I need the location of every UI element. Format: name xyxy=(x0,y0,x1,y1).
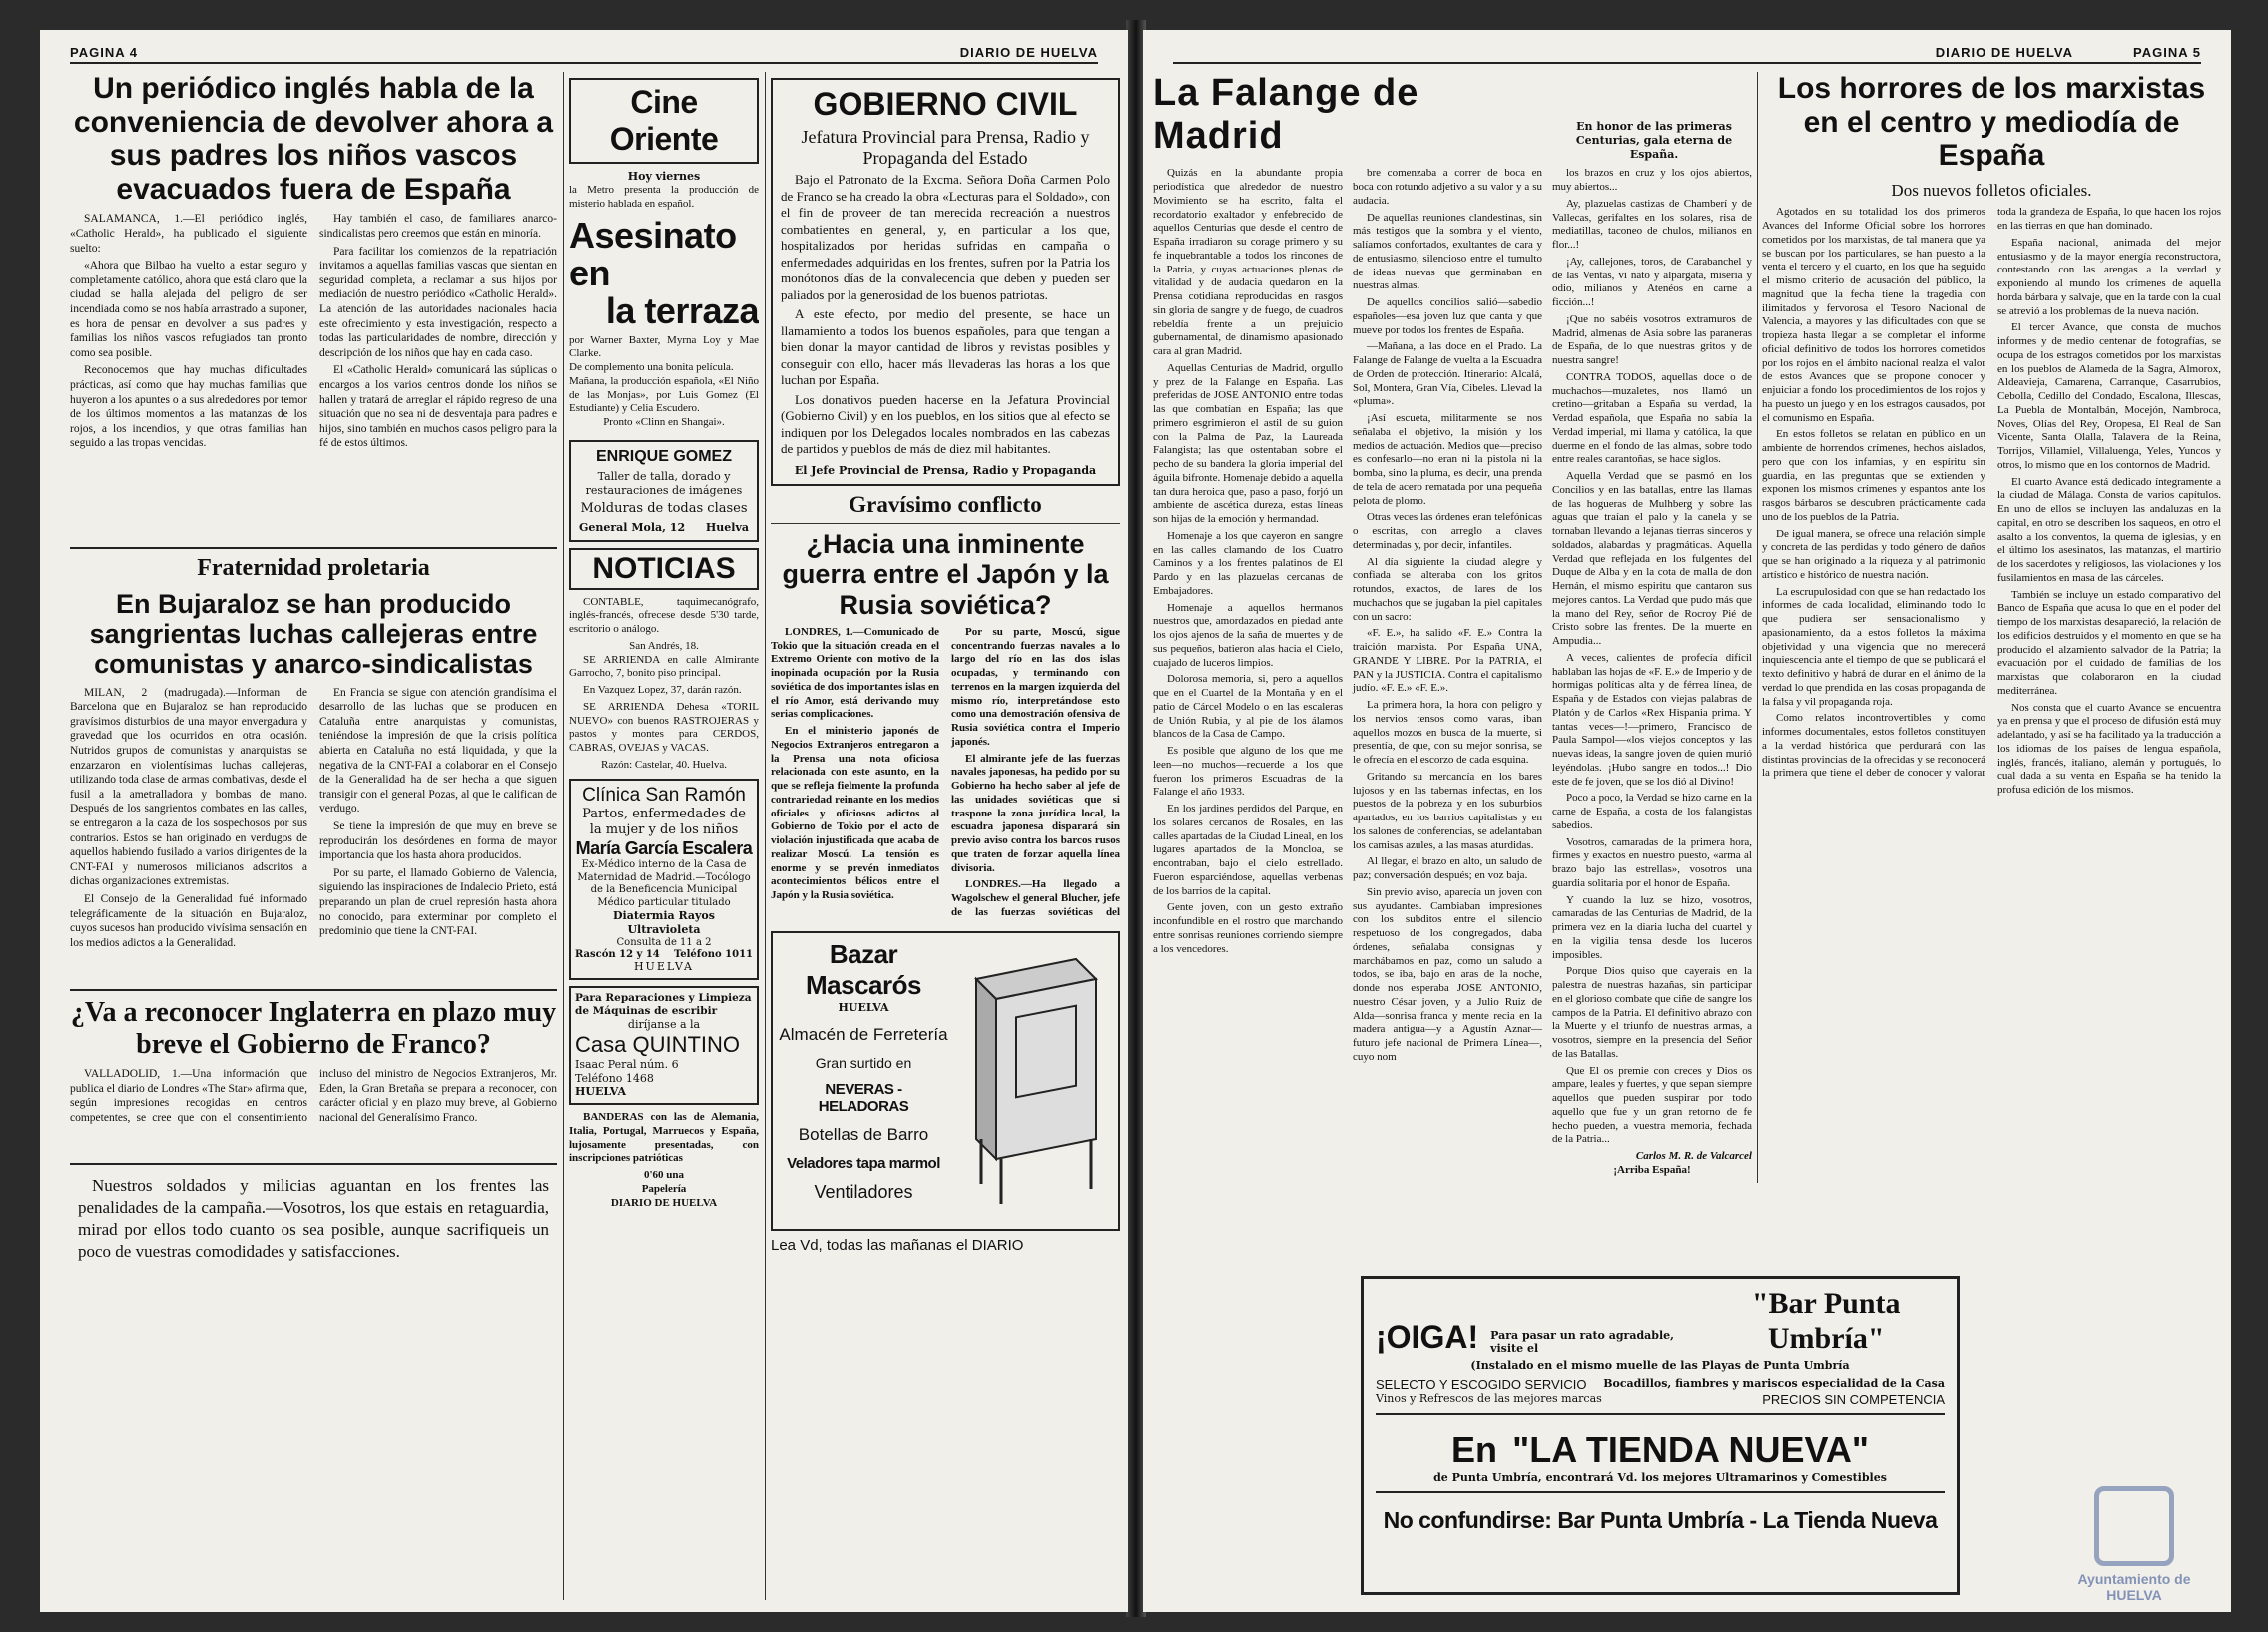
author-signature: Carlos M. R. de Valcarcel xyxy=(1635,1150,1752,1162)
newspaper-page-left xyxy=(40,30,1128,1612)
ad-clinica-san-ramon: Clínica San Ramón Partos, enfermedades de la mujer y de los niños María García Escalera Ex-Médico interno de la Casa de Maternidad de Madrid.—Tocólogo de la Beneficencia Municipal Médico particular titulado Diatermia Rayos Ultravioleta Consulta de 11 a 2 Rascón 12 y 14 Teléfono 1011 HUELVA xyxy=(569,779,759,980)
ad-enrique-gomez: ENRIQUE GOMEZ Taller de talla, dorado y restauraciones de imágenes Molduras de todas clases General Mola, 12 Huelva xyxy=(569,440,759,542)
article-body: LONDRES, 1.—Comunicado de Tokio que la situación creada en el Extremo Oriente con motivo de la inopinada ocupación por la Rusia soviética de dos importantes islas en el río Amor, está derivando muy serias complicaciones. En el ministerio japonés de Negocios Extranjeros entregaron a la Prensa una nota oficiosa relacionada con este asunto, en la que se refleja fielmente la profunda contrariedad reinante en los medios oficiales y oficiosos adictos al Gobierno de Tokio por el acto de violación injustificada que acaba de realizar Moscú. La tensión es enorme y se prevén inmediatos acontecimientos bélicos entre el Japón y la Rusia soviética. Por su parte, Moscú, sigue concentrando fuerzas navales a lo largo del río en las dos islas ocupadas, y terminando con terrenos en la margen izquierda del mismo río, interpretándose esto como una demostración ofensiva de Rusia soviética contra el Imperio japonés. El almirante jefe de las fuerzas navales japonesas, ha pedido por su Gobierno ha hecho saber al jefe de las unidades soviéticas que si traspone la zona jurídica local, la escuadra japonesa disparará sin previo aviso contra los barcos rusos que traten de forzar aquella línea divisoria. LONDRES.—Ha llegado a Wagolschew el general Blucher, jefe de las fuerzas soviéticas del xyxy=(771,625,1120,918)
cinema-name: Cine Oriente xyxy=(609,84,719,157)
article-column: los brazos en cruz y los ojos abiertos, muy abiertos... Ay, plazuelas castizas de Chamberí y de Vallecas, gerifaltes en los solares, risa de mediatillas, taconeo de chulos, milianos en flor...! ¡Ay, callejones, toros, de Carabanchel y de las Ventas, vi nato y alpargata, miseria y odio, milianos y Atenéos en carne a ficción...! ¡Que no sabéis vosotros extramuros de Madrid, almenas de Asia sobre las paraneras de España, de lo que nuestras gritos y de nuestra sangre! CONTRA TODOS, aquellas doce o de muchachos—muzaletes, nos llamó un cretino—gritaban a España su verdad, la Verdad española, que España no sabía la Verdad imperial, mi llama y católica, la que duerme en el fondo de las almas, sobre todo entre reales carantoñas, se hace siglos. Aquella Verdad que se pasmó en los Concilios y en las batallas, entre las llamas de las hogueras de Mulhberg y sobre las aguas que traían el palo y la canela y se tornaban llevando a lejanas tierras sinceros y soldados, alabardas y pragmáticas. Aquella Verdad que reflejada en los fulgentes del Duque de Alba y en la cota de malla de don Hernán, el mismo espiritu que cantaron sus mejores cantos. La Verdad que pudo más que la mano del Rey, señor de Rocroy Pié de Cristo sobre las frentes. De la muerte en Ampudia... A veces, calientes de profecía difícil hablaban las hojas de «F. E.» de Imperio y de hormigas políticas alta y de férrea línea, de España y de Estados con viejas palabras de Platón y de Carlos «Rex Hispania prima. Y tantas veces—!—primero, Francisco de Paula Sampol—«los viejos conceptos y las nuevas ideas, la sangre joven de quien murió leyéndolas. ¡Hubo sangre en todos...! Dio este de fe joven, que se los dió al Divino! Poco a poco, la Verdad se hizo carne en la carne de España, a costa de los falangistas sabedios. Vosotros, camaradas de la primera hora, firmes y exactos en nuestro puesto, «arma al brazo bajo las estrellas», vosotros una guardia solitaria por el honor de España. Y cuando la luz se hizo, vosotros, camaradas de las Centurias de Madrid, de la primera vez en la diaria lucha del cuartel y en la vigilia tensa desde los luceros imposibles. Porque Dios quiso que cayerais en la palestra de nuestras hazañas, sin participar en el glorioso combate que ciñe de sangre los campos de la Patria. El definitivo abrazo con la Muerte y el triunfo de nuestras armas, a vosotros, siempre en la presencia del Señor de las Batallas. Que El os premie con creces y Dios os ampare, leales y fuertes, y que sepan siempre aquellos que pueden suspirar por todo aquello que fue y un gran retorno de fe hecho pueden, a vuestra memoria, fechada de la Patria... Carlos M. R. de Valcarcel ¡Arriba España! xyxy=(1552,167,1752,1176)
article-title: En Bujaraloz se han producido sangrientas luchas callejeras entre comunistas y anarco-sindicalistas xyxy=(89,588,538,680)
article-title: Los horrores de los marxistas en el centro y mediodía de España xyxy=(1777,72,2206,173)
column-left-articles xyxy=(70,72,557,1600)
city-seal-icon xyxy=(2094,1486,2174,1566)
page-header-left xyxy=(70,36,1098,64)
article-column: bre comenzaba a correr de boca en boca con rotundo adjetivo a su valor y a su audacia. De aquellas reuniones clandestinas, sin más testigos que la sombra y el viento, salíamos confortados, exultantes de cara y de entusiasmo, silencioso entre el tumulto de ideas nuevas que germinaban en nuestras almas. De aquellos concilios salió—sabedio españoles—esa joven luz que canta y que mueve por todos los frentes de España. —Mañana, a las doce en el Prado. La Falange de Falange de vuelta a la Escuadra de Orden de protección. Itinerario: Alcalá, Sol, Montera, Gran Vía, Cibeles. Llevad la «pluma». ¡Así escueta, militarmente se nos señalaba el objetivo, la misión y los medios de actuación. Medios que—preciso es confesarlo—no eran ni la pistola ni la bomba, sino la pluma, es decir, una prenda de tela de acero rematada por una pequeña pelota de plomo. Otras veces las órdenes eran telefónicas o escritas, con arreglo a claves determinadas y, por decir, infantiles. Al día siguiente la ciudad alegre y confiada se alteraba con los gritos rotundos, exactos, de lares de los muchachos que se jugaban la piel capitales con un sacro: «F. E.», ha salido «F. E.» Contra la traición marxista. Por España UNA, GRANDE Y LIBRE. Por la PATRIA, el PAN y la JUSTICIA. Contra el capitalismo judío. «F. E.» «F. E.». La primera hora, la hora con peligro y los nervios tensos como varas, iban aquellos mozos en busca de la muerte, si presentía, de que, con su mejor sonrisa, se le ofrecía en el escorzo de cada esquina. Gritando su mercancía en los bares lujosos y en las tabernas infectas, en los puestos de la pobreza y en los suburbios apartados, en los barrios capitalistas y en los salones de conferencias, se adelantaban los camisas azules, a las masas aturdidas. Al llegar, el brazo en alto, un saludo de paz; conversación después; en voz baja. Sin previo aviso, aparecía un joven con sus ayudantes. Cambiaban impresiones con los subditos entre el silencio respetuoso de los congregados, daba órdenes, señalaba consignas y marchábamos en paz, como un saludo a todos, se iba, bajo en aras de la noche, donde nos esperaba JOSE ANTONIO, nuestro César joven, y a Julio Ruiz de Alda—sonrisa franca y mente recia en la madera antigua—y a Agustín Aznar—futuro jefe nacional de Primera Línea—, cuyo nom xyxy=(1353,167,1542,1063)
article-kicker: Gravísimo conflicto xyxy=(849,491,1042,517)
column-ads: Cine Oriente Hoy viernes la Metro presenta la producción de misterio hablada en español. Asesinato en la terraza por Warner Baxter, Myrna Loy y Mae Clarke. De complemento una bonita película. Mañana, la producción española, «El Niño de las Monjas», por Luis Gomez (El Estudiante) y Celia Escudero. Pronto «Clinn en Shangai». ENRIQUE GOMEZ Taller de talla, dorado y restauraciones de imágenes Molduras de todas clases General Mola, 12 Huelva NOTICIAS CONTABLE, taquimecanógrafo, inglés-francés, ofrecese desde 5'30 tarde, escritorio o análogo. San Andrés, 18. SE ARRIENDA en calle Almirante Garrocho, 7, bonito piso principal. En Vazquez Lopez, 37, darán razón. SE ARRIENDA Dehesa «TORIL NUEVO» con buenos RASTROJERAS y pastos y montes para CERDOS, CABRAS, OVEJAS y VACAS. Razón: Castelar, 40. Huelva. Clínica San Ramón Partos, enfermedades de la mujer y de los niños María García Escalera Ex-Médico interno de la Casa de Maternidad de Madrid.—Tocólogo de la Beneficencia Municipal Médico particular titulado Diatermia Rayos Ultravioleta Consulta de 11 a 2 Rascón 12 y 14 Teléfono 1011 HUELVA Para Reparaciones y Limpieza de Máquinas de escribir diríjanse a la Casa QUINTINO Isaac Peral núm. 6 Teléfono 1468 HUELVA BANDERAS con las de Alemania, Italia, Portugal, Marruecos y España, lujosamente presentadas, con inscripciones patrióticas 0'60 una Papelería DIARIO DE HUELVA xyxy=(569,72,759,1600)
page-header-right xyxy=(1173,36,2201,64)
ad-bazar-mascaros: Bazar Mascarós HUELVA Almacén de Ferretería Gran surtido en NEVERAS - HELADORAS Botellas de Barro Veladores tapa marmol Ventiladores xyxy=(771,931,1120,1231)
article-title: ¿Hacia una inminente guerra entre el Japón y la Rusia soviética? xyxy=(782,529,1109,620)
film-title: la terraza xyxy=(605,289,759,331)
masthead: DIARIO DE HUELVA xyxy=(1935,45,2074,60)
article-subtitle: Dos nuevos folletos oficiales. xyxy=(1891,180,2092,200)
article-title: ¿Va a reconocer Inglaterra en plazo muy breve el Gobierno de Franco? xyxy=(70,996,557,1060)
article-body: SALAMANCA, 1.—El periódico inglés, «Catholic Herald», ha publicado el siguiente suelto: «Ahora que Bilbao ha vuelto a estar seguro y completamente católico, ahora que está claro que la ciudad se halla alejada del peligro de ser incendiada como se nos había arrastrado a suponer, es hora de pensar en devolver a sus padres y familias los niños vascos refugiados tan pronto como sea posible. Reconocemos que hay muchas dificultades prácticas, así como que hay muchas familias que huyeron a los apuntes o a sus alrededores por temor de los últimos momentos a las matanzas de los rojos, a los incendios, y que otras familias han seguido a las tropas vencidas. Hay también el caso, de familiares anarco-sindicalistas pero creemos que están en minoría. Para facilitar los comienzos de la repatriación invitamos a aquellas familias vascas que sientan en seguridad completa, a reclamar a sus hijos por mediación de nuestro periódico «Catholic Herald». La atención de las autoridades nacionales hacia este ofrecimiento y esta investigación, respecto a todas las particularidades de nombre, dirección y descripción de los niños que hay en cada caso. El «Catholic Herald» comunicará las súplicas o encargos a los varios centros donde los niños se hallen y tratará de arreglar el rápido regreso de una situación que no sea ni de desventaja para padres e hijos, sino también en muchos casos peligro para la fé de estos últimos. xyxy=(70,213,557,450)
article-subtitle: En honor de las primeras Centurias, gala eterna de España. xyxy=(1575,120,1733,161)
column-right-news xyxy=(771,72,1120,1600)
article-kicker: Fraternidad proletaria xyxy=(197,555,430,582)
article-body: Agotados en su totalidad los dos primeros Avances del Informe Oficial sobre los horrores cometidos por los marxistas, de tal manera que ya se buscan por los particulares, se han puesto a la venta el tercero y el cuarto, en los que ha seguido el mismo criterio de acusación del público, la magnitud que la fecha tiene la tragedia con ilimitados y fervorosa el Tesoro Nacional de Valencia, a mayores y las dificultades con que se tropieza hasta llegar a se completar el informe oficial definitivo de todos los horrores cometidos por los rojos en el ámbito nacional realza el valor de estos Avances que se propone conocer y enjuiciar a fondo los procedimientos de los rojos y ha puesto un juego y en los estragos causados, por el comunismo en España. En estos folletos se relatan en público en un ambiente de horrendos crímenes, hechos aislados, pero que con los infamias, y en espíritu sin guardia, en las preguntas que se extienden y exponen los mismos crímenes y espantos ante los rasgos bárbaros se descubren prácticamente cada uno de los pueblos de la Patria. De igual manera, se ofrece una relación simple y concreta de las perdidas y todo género de daños que se han originado a la riqueza y al patrimonio artístico e histórico de nuestra nación. La escrupulosidad con que se han redactado los informes de cada localidad, eliminando todo lo que pudiera ser sensacionalismo y apasionamiento, da a estos folletos la máxima objetividad y una vigencia que no merecerá inquiescencia ante el tiempo de que se publicará el texto definitivo y habrá de durar en el ánimo de la verdad lo que prendida en las cosas propaganda de la falsa y vil propaganda roja. Como relatos incontrovertibles y como informes documentales, estos folletos constituyen a la verdad histórica que perdurará con las distintas provincias de la ofrecidas y se reconocerá la primera que tiene el deber de conocer y valorar toda la grandeza de España, lo que hacen los rojos en las tierras en que han dominado. España nacional, animada del mejor entusiasmo y de la mayor energía reconstructora, contestando con las arengas a la verdad y exponiendo al mundo los crímenes de aquella horda bárbara y salvaje, que en la tarde con la cual se atrevió a los problemas de la nueva nación. El tercer Avance, que consta de muchos informes y de medio centenar de fotografías, se ocupa de los estragos cometidos por los marxistas en los pueblos de Alameda de la Sagra, Almorox, Aldeavieja, Camarena, Carranque, Casarrubios, Cebolla, Cedillo del Condado, Escalona, Illescas, La Puebla de Montalbán, Mocejón, Nambroca, Noves, Olías del Rey, Oropesa, El Real de San Vicente, Santa Olalla, Talavera de la Reina, Torrijos, Villamiel, Villaluenga, Yeles, Yuncos y otros, lo mismo que en los contornos de Madrid. El cuarto Avance está dedicado íntegramente a la ciudad de Málaga. Consta de varios capítulos. En uno de ellos se incluyen las andaluzas en la capital, en otro se describen los saqueos, en otro el asalto a los conventos, la quema de iglesias, y en el último los asesinatos, las matanzas, el martirio de los sacerdotes y religiosos, las violaciones y los fusilamientos en masa de las cárceles. También se incluye un estado comparativo del Banco de España que acusa lo que en el poder del tiempo de los marxistas desapareció, la relación de los edificios destruidos y el momento en que se ha producido el alzamiento salvador de la Patria; la evacuación por el cuidado de familias de los marxistas que colaboraron en la ciudad mediterránea. Nos consta que el cuarto Avance se encuentra ya en prensa y que el proceso de difusión está muy adelantado, y así se ha facilitado ya la traducción a los idiomas de los países de lengua española, inglés, francés, italiano, alemán y portugués, lo cual dada a su venta en España se ha tenido la profusa edición de los mismos. xyxy=(1762,206,2221,797)
classified-ads: CONTABLE, taquimecanógrafo, inglés-francés, ofrecese desde 5'30 tarde, escritorio o análogo. San Andrés, 18. SE ARRIENDA en calle Almirante Garrocho, 7, bonito piso principal. En Vazquez Lopez, 37, darán razón. SE ARRIENDA Dehesa «TORIL NUEVO» con buenos RASTROJERAS y pastos y montes para CERDOS, CABRAS, OVEJAS y VACAS. Razón: Castelar, 40. Huelva. xyxy=(569,595,759,771)
ad-banderas: BANDERAS con las de Alemania, Italia, Portugal, Marruecos y España, lujosamente presentadas, con inscripciones patrióticas 0'60 una Papelería DIARIO DE HUELVA xyxy=(569,1111,759,1209)
newspaper-page-right xyxy=(1143,30,2231,1612)
footer-notice: Nuestros soldados y milicias aguantan en los frentes las penalidades de la campaña.—Vosotros, los que estais en retaguardia, mirad por ellos todo cuanto os sea posible, aunque sacrifiqueis un poco de vuestras comodidades y satisfacciones. xyxy=(78,1176,549,1262)
article-body: MILAN, 2 (madrugada).—Informan de Barcelona que en Bujaraloz se han reproducido gravísimos disturbios de una mayor envergadura y gravedad que los ocurridos en otra ocasión. Nutridos grupos de comunistas y anarquistas se enzarzaron en violentísimas luchas callejeras, utilizando toda clase de armas combativas, desde el fusil a la ametralladora y bombas de mano. Después de los sangrientos combates en las calles, se entregaron a la caza de los sospechosos por sus contrarios. Estos se han originado en verdugos de aquellos habiendo fusilado a varios dirigentes de la CNT-FAI y numerosos milicianos adscritos a dichas organizaciones extremistas. El Consejo de la Generalidad fué informado telegráficamente de la situación en Bujaraloz, cuyos sucesos han producido vivísima sensación en los medios adictos a la Generalidad. En Francia se sigue con atención grandísima el desarrollo de las luchas que se producen en Cataluña entre anarquistas y comunistas, teniéndose la impresión de que la crisis política abierta en Cataluña no está liquidada, y que la negativa de la CNT-FAI a colaborar en el Consejo de la Generalidad ha de ser hecha a que siguen transigir con el general Pozas, al que le califican de verdugo. Se tiene la impresión de que muy en breve se reproducirán los desórdenes en forma de mayor importancia que los hasta ahora producidos. Por su parte, el llamado Gobierno de Valencia, siguiendo las inspiraciones de Indalecio Prieto, está preparando un plan de cruel represión hasta ahora no conocido, para exterminar por completo el predominio que tiene la CNT-FAI. xyxy=(70,686,557,949)
page-number: PAGINA 4 xyxy=(70,45,138,60)
refrigerator-illustration xyxy=(956,939,1106,1219)
footer-banner: Lea Vd, todas las mañanas el DIARIO xyxy=(771,1236,1024,1254)
article-horrores xyxy=(1762,72,2221,1183)
notice-gobierno-civil: GOBIERNO CIVIL Jefatura Provincial para Prensa, Radio y Propaganda del Estado Bajo el Patronato de la Excma. Señora Doña Carmen Polo de Franco se ha creado la obra «Lecturas para el Soldado», con el fin de proveer de tan merecida recreación a nuestros combatientes en general, y, en particular a los que, hospitalizados por heridas sufridas en campaña o enfermedades adquiridas en los frentes, sufren por la Patria los monótonos días de la convalecencia que deben y pueden ser paliados por la generosidad de los buenos patriotas. A este efecto, por medio del presente, se hace un llamamiento a todos los buenos españoles, para que tengan a bien donar la mayor cantidad de libros y revistas posibles y conseguir con ello, hacer más llevaderas las horas a los que luchan por España. Los donativos pueden hacerse en la Jefatura Provincial (Gobierno Civil) y en los pueblos, en los sitios que al efecto se indiquen por los Delegados locales nombrados en las cabezas de partidos y pueblos de más de diez mil habitantes. El Jefe Provincial de Prensa, Radio y Propaganda xyxy=(771,78,1120,486)
page-number: PAGINA 5 xyxy=(2133,45,2201,60)
article-title: La Falange de Madrid xyxy=(1153,72,1419,157)
article-title: Un periódico inglés habla de la conveniencia de devolver ahora a sus padres los niños vascos evacuados fuera de España xyxy=(73,72,554,206)
film-title: Asesinato en xyxy=(569,215,737,294)
masthead: DIARIO DE HUELVA xyxy=(959,45,1098,60)
article-body: VALLADOLID, 1.—Una información que publica el diario de Londres «The Star» afirma que, según impresiones recogidas en centros competentes, se cree que con el consentimiento incluso del ministro de Negocios Extranjeros, Mr. Eden, la Gran Bretaña se prepara a reconocer, con carácter oficial y en plazo muy breve, al Gobierno nacional del Generalísimo Franco. xyxy=(70,1068,557,1124)
ad-bar-punta-umbria: ¡OIGA! Para pasar un rato agradable, visite el "Bar Punta Umbría" (Instalado en el mismo muelle de las Playas de Punta Umbría SELECTO Y ESCOGIDO SERVICIO Bocadillos, fiambres y mariscos especialidad de la Casa Vinos y Refrescos de las mejores marcas PRECIOS SIN COMPETENCIA En "LA TIENDA NUEVA" de Punta Umbría, encontrará Vd. los mejores Ultramarinos y Comestibles No confundirse: Bar Punta Umbría - La Tienda Nueva xyxy=(1361,1276,1960,1595)
ad-cine-oriente xyxy=(569,78,759,164)
archive-watermark: Ayuntamiento de HUELVA xyxy=(2049,1486,2219,1596)
article-column: Quizás en la abundante propia periodística que alrededor de nuestro Movimiento se ha escrito, falta el recordatorio exaltador y enfebrecido de aquellos Centurias que desde el centro de España irradiaron su corage primero y su fe inquebrantable a todos los rincones de la Patria, y cuyas actuaciones plenas de vitalidad y de audacia quedaron en la Prensa cotidiana reproducidas en rasgos sin gloria de sangre y de fuego, de cuadros rebeldía frente a un prejuicio gubernamental, de dinamismo apasionado cara al gran Madrid. Aquellas Centurias de Madrid, orgullo y prez de la Falange en España. Las preferidas de JOSE ANTONIO entre todas las que combatían en España; las que primero esgrimieron el astil de su guion con la Palma de Paz, la Laureada Falangista; las que ostentaban sobre el pecho de su bandera la gloria imperial del águila bifronte. Homenaje debido a aquella tan dura heroica que, paso a paso, forjó un ambiente de ascética dureza, estas líneas son hijas de la emoción y hermandad. Homenaje a los que cayeron en sangre en las calles clamando de los Cuatro Caminos y a los frentes palatinos de El Pardo y en las plazuelas cercanas de Embajadores. Homenaje a aquellos hermanos nuestros que, amordazados en piedad ante los ojos ajenos de la saña de muertes y de sus pequeños, batieron alas hacia el Cielo, cuajado de luceros limpios. Dolorosa memoria, si, pero a aquellos que en el Cuartel de la Montaña y en el patio de Cárcel Modelo o en las escaleras de Unión Rubia, y al pie de los álamos blancos de la Casa de Campo. Es posible que alguno de los que me leen—no muchos—recuerde a los que fueron los primeros Escuadras de la Falange el año 1933. En los jardines perdidos del Parque, en los solares cercanos de Rosales, en las calles apartadas de la Ciudad Lineal, en los lugares apartados de la Moncloa, se encontraban, bajo el cielo estrellado. Fueron esparciéndose, aquellas verbenas de los barrios de la capital. Gente joven, con un gesto extraño inconfundible en el rostro que marchando entre sonrisas reuniones corriendo siempre a los vencedores. xyxy=(1153,167,1343,955)
noticias-header: NOTICIAS xyxy=(569,548,759,590)
ad-casa-quintino: Para Reparaciones y Limpieza de Máquinas de escribir diríjanse a la Casa QUINTINO Isaac Peral núm. 6 Teléfono 1468 HUELVA xyxy=(569,986,759,1105)
